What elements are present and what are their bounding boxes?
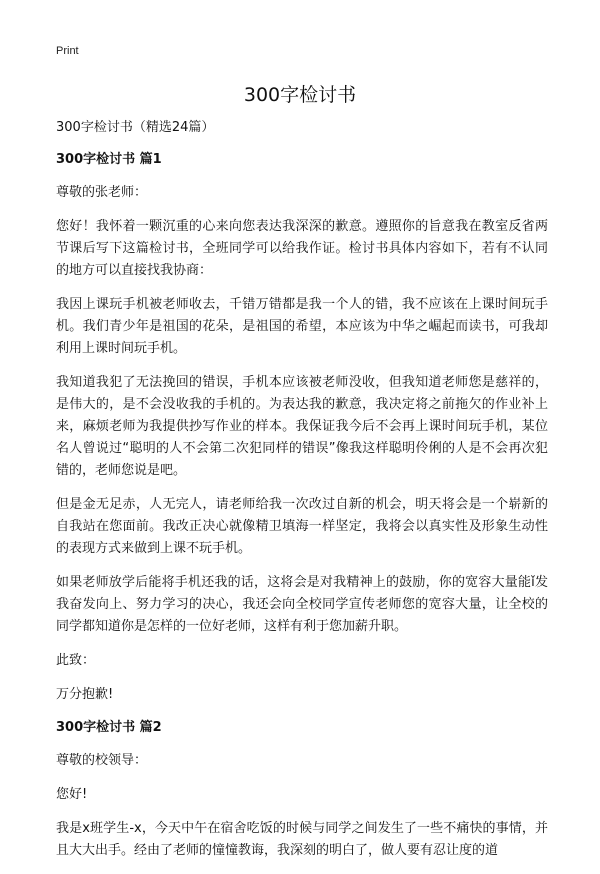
section-1-paragraph: 我因上课玩手机被老师收去，千错万错都是我一个人的错，我不应该在上课时间玩手机。我们青少年是祖国的花朵，是祖国的希望，本应该为中华之崛起而读书，可我却利用上课时间玩手机。 [56,297,548,356]
section-1-paragraph: 如果老师放学后能将手机还我的话，这将会是对我精神上的鼓励，你的宽容大量能ǐ发我奋发向上、努力学习的决心，我还会向全校同学宣传老师您的宽容大量，让全校的同学都知道你是怎样的一位好老师，这样有利于您加薪升职。 [56,575,548,634]
section-1-heading: 300字检讨书 篇1 [56,152,162,167]
section-2-paragraph: 我是x班学生-x，今天中午在宿舍吃饭的时候与同学之间发生了一些不痛快的事情，并且大大出手。经由了老师的憧憧教诲，我深刻的明白了，做人要有忍让度的道 [56,821,548,858]
section-1-closing: 此致： [56,653,96,668]
section-2-salutation: 尊敬的校领导： [56,753,148,768]
document-title: 300字检讨书 [243,84,357,106]
section-1-paragraph: 我知道我犯了无法挽回的错误，手机本应该被老师没收，但我知道老师您是慈祥的，是伟大的，是不会没收我的手机的。为表达我的歉意，我决定将之前拖欠的作业补上来，麻烦老师为我提供抄写作业的样本。我保证我今后不会再上课时间玩手机，某位名人曾说过“聪明的人不会第二次犯同样的错误”像我这样聪明伶俐的人是不会再次犯错的，老师您说是吧。 [56,375,548,478]
document-subtitle: 300字检讨书（精选24篇） [56,120,215,135]
section-1-closing: 万分抱歉! [56,687,114,702]
section-1-paragraph: 您好！我怀着一颗沉重的心来向您表达我深深的歉意。遵照你的旨意我在教室反省两节课后写下这篇检讨书，全班同学可以给我作证。检讨书具体内容如下，若有不认同的地方可以直接找我协商： [56,219,548,278]
document-body [56,118,548,874]
section-1-paragraph: 但是金无足赤，人无完人，请老师给我一次改过自新的机会，明天将会是一个崭新的自我站在您面前。我改正决心就像精卫填海一样坚定，我将会以真实性及形象生动性的表现方式来做到上课不玩手机。 [56,497,548,556]
section-1-salutation: 尊敬的张老师： [56,185,148,200]
section-2-paragraph: 您好! [56,787,88,802]
print-link[interactable]: Print [56,45,79,57]
section-2-heading: 300字检讨书 篇2 [56,720,162,735]
